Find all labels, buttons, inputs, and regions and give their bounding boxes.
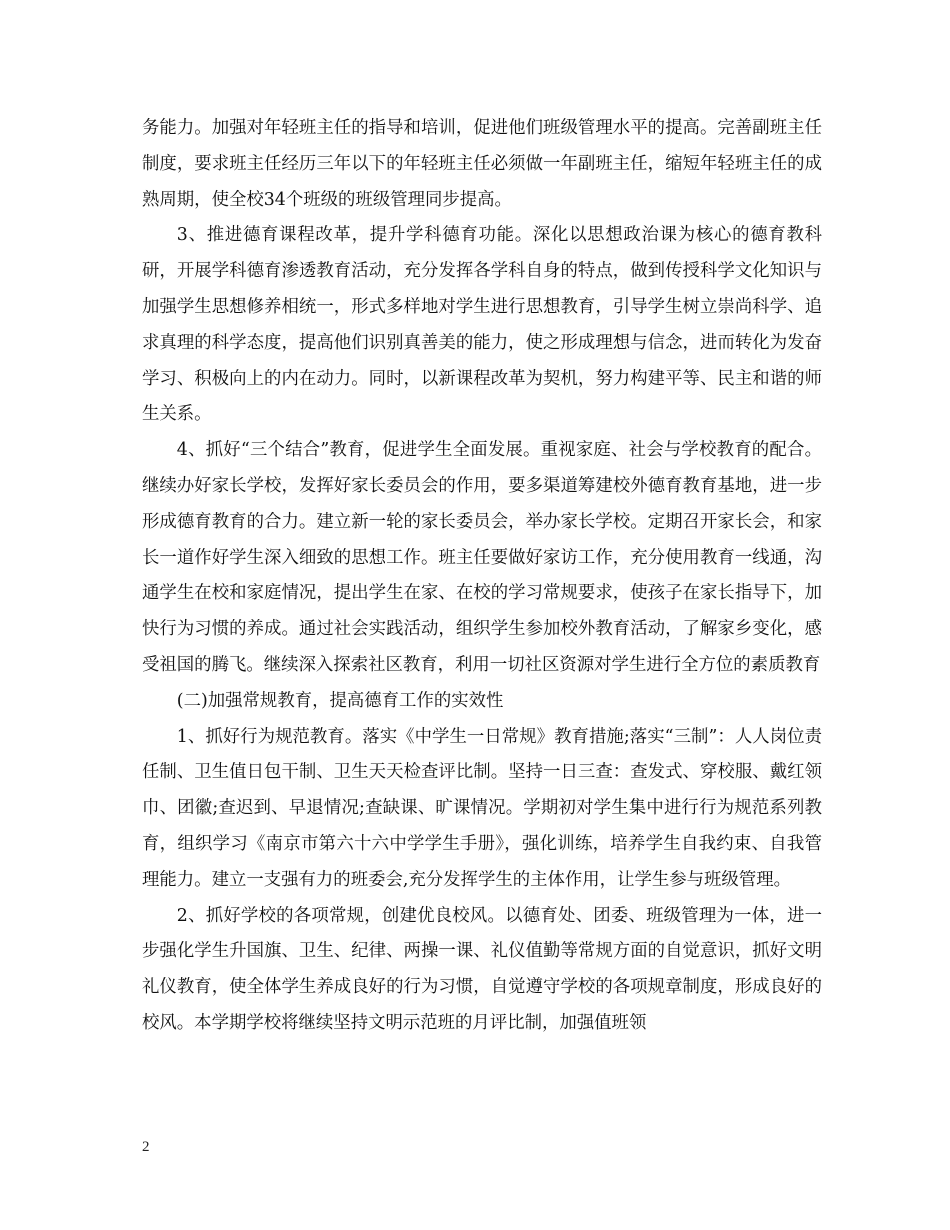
paragraph-3: 4、抓好“三个结合”教育，促进学生全面发展。重视家庭、社会与学校教育的配合。继续办好家长学校，发挥好家长委员会的作用，要多渠道筹建校外德育教育基地，进一步形成德育教育的合力。建立新一轮的家长委员会，举办家长学校。定期召开家长会，和家长一道作好学生深入细致的思想工作。班主任要做好家访工作，充分使用教育一线通，沟通学生在校和家庭情况，提出学生在家、在校的学习常规要求，使孩子在家长指导下，加快行为习惯的养成。通过社会实践活动，组织学生参加校外教育活动，了解家乡变化，感受祖国的腾飞。继续深入探索社区教育，利用一切社区资源对学生进行全方位的素质教育 [142,440,822,675]
paragraph-5: 2、抓好学校的各项常规，创建优良校风。以德育处、团委、班级管理为一体，进一步强化学生升国旗、卫生、纪律、两操一课、礼仪值勤等常规方面的自觉意识，抓好文明礼仪教育，使全体学生养成良好的行为习惯，自觉遵守学校的各项规章制度，形成良好的校风。本学期学校将继续坚持文明示范班的月评比制，加强值班领 [142,905,822,1033]
section-heading: (二)加强常规教育，提高德育工作的实效性 [176,690,504,711]
paragraph-2: 3、推进德育课程改革，提升学科德育功能。深化以思想政治课为核心的德育教科研，开展学科德育渗透教育活动，充分发挥各学科自身的特点，做到传授科学文化知识与加强学生思想修养相统一，形式多样地对学生进行思想教育，引导学生树立崇尚科学、追求真理的科学态度，提高他们识别真善美的能力，使之形成理想与信念，进而转化为发奋学习、积极向上的内在动力。同时，以新课程改革为契机，努力构建平等、民主和谐的师生关系。 [142,225,822,425]
document-body [142,111,822,1042]
paragraph-4: 1、抓好行为规范教育。落实《中学生一日常规》教育措施;落实“三制”：人人岗位责任制、卫生值日包干制、卫生天天检查评比制。坚持一日三查：查发式、穿校服、戴红领巾、团徽;查迟到、早退情况;查缺课、旷课情况。学期初对学生集中进行行为规范系列教育，组织学习《南京市第六十六中学学生手册》，强化训练，培养学生自我约束、自我管理能力。建立一支强有力的班委会,充分发挥学生的主体作用，让学生参与班级管理。 [142,726,822,890]
paragraph-1: 务能力。加强对年轻班主任的指导和培训，促进他们班级管理水平的提高。完善副班主任制度，要求班主任经历三年以下的年轻班主任必须做一年副班主任，缩短年轻班主任的成熟周期，使全校34个班级的班级管理同步提高。 [142,118,822,210]
page-number: 2 [142,1139,150,1155]
